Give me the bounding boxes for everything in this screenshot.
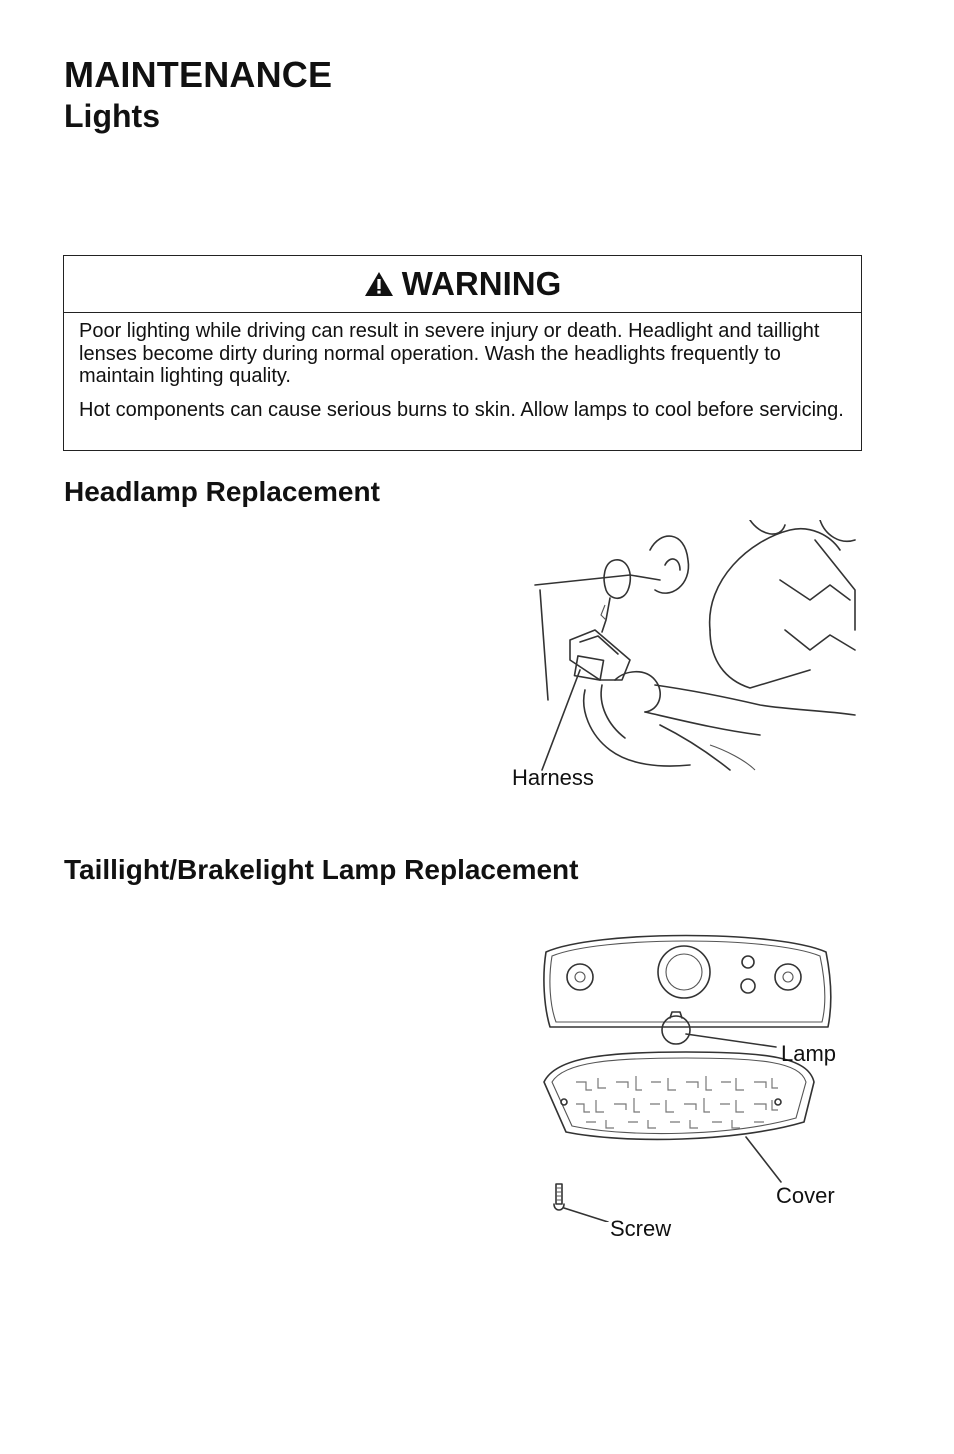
page-title: MAINTENANCE bbox=[64, 54, 333, 95]
lamp-label: Lamp bbox=[781, 1041, 837, 1066]
warning-body bbox=[64, 313, 861, 421]
headlamp-heading: Headlamp Replacement bbox=[64, 476, 380, 507]
warning-paragraph: Poor lighting while driving can result in severe injury or death. Headlight and taillight lenses become dirty during normal operation. Wash the headlights frequently to maintain lighting quality. bbox=[79, 320, 820, 387]
screw-label: Screw bbox=[610, 1216, 672, 1241]
warning-box bbox=[63, 255, 862, 451]
warning-triangle-icon bbox=[364, 271, 394, 297]
taillight-heading: Taillight/Brakelight Lamp Replacement bbox=[64, 854, 579, 885]
harness-label: Harness bbox=[512, 765, 594, 790]
warning-paragraph: Hot components can cause serious burns to skin. Allow lamps to cool before servicing. bbox=[79, 398, 844, 421]
warning-header bbox=[64, 256, 861, 313]
warning-heading: WARNING bbox=[401, 265, 562, 302]
page-subtitle: Lights bbox=[64, 98, 160, 134]
cover-label: Cover bbox=[776, 1183, 835, 1208]
taillight-illustration bbox=[536, 922, 836, 1222]
headlamp-illustration bbox=[510, 520, 860, 776]
